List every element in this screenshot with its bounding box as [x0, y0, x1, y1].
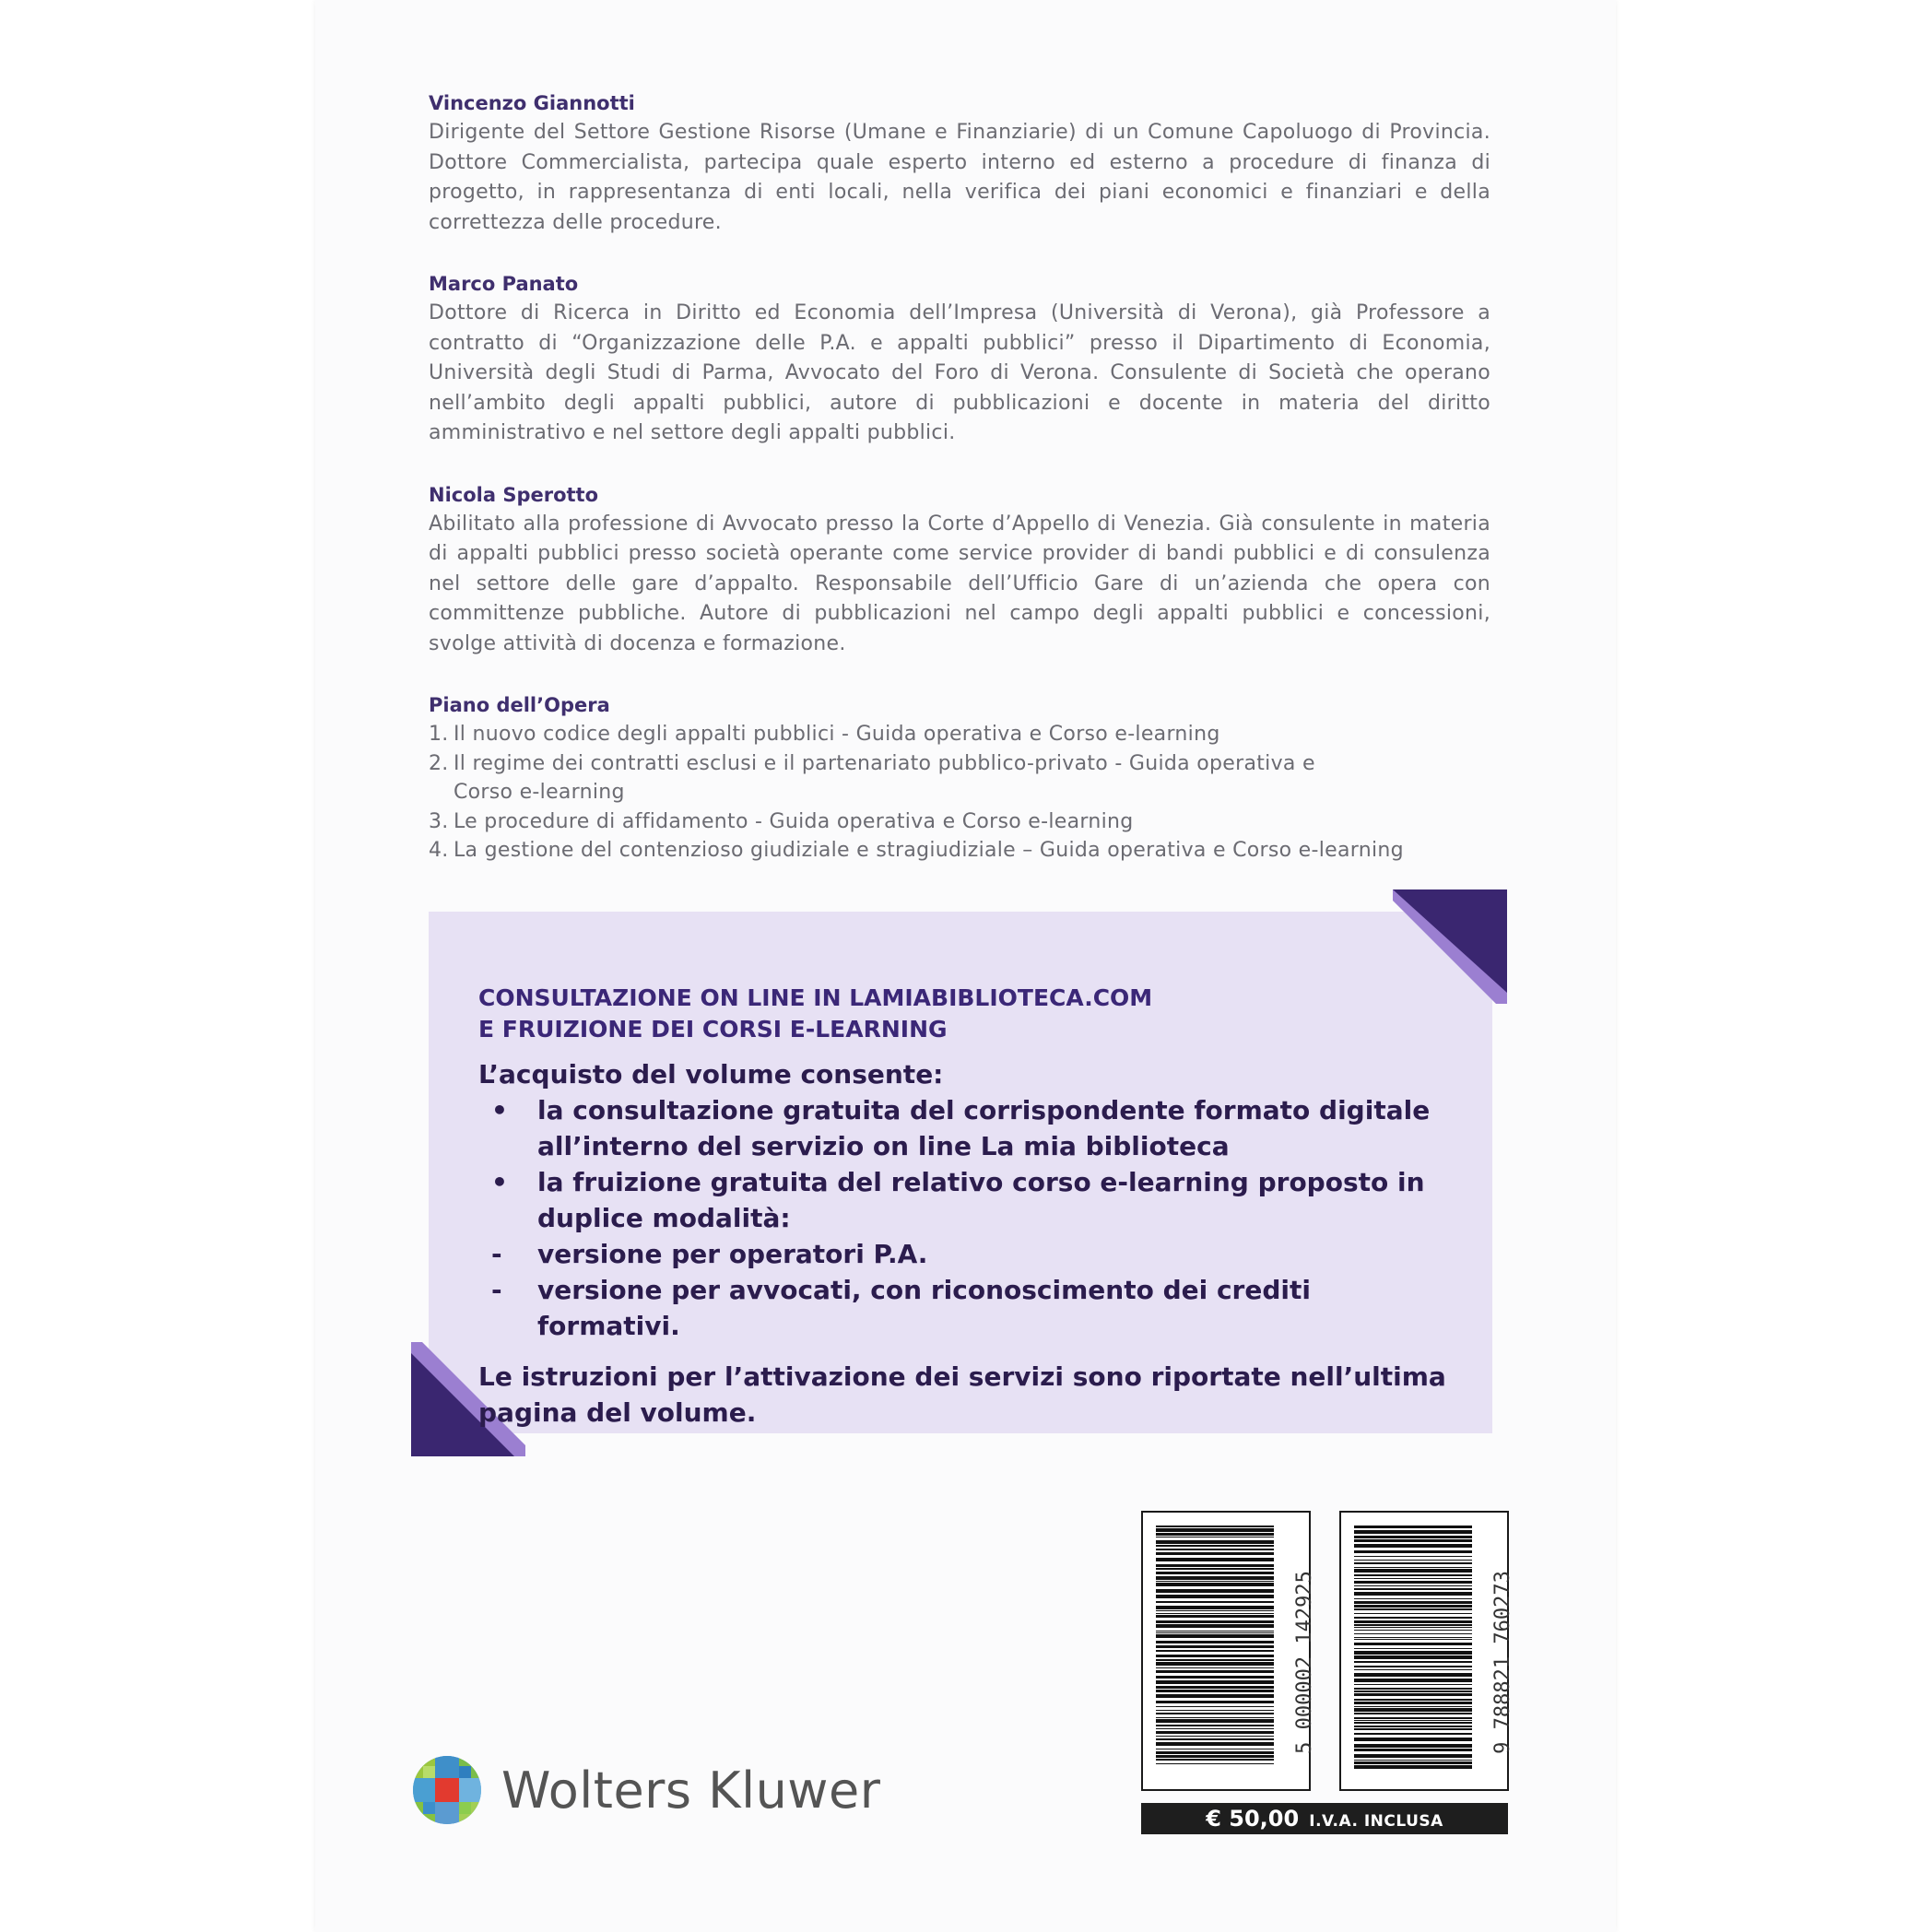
- publisher-logo: [411, 1754, 880, 1826]
- barcode-bar: [1156, 1540, 1274, 1544]
- barcode-bar: [1156, 1595, 1274, 1598]
- bullet-text: la fruizione gratuita del relativo corso e-learning proposto in duplice modalità:: [537, 1167, 1425, 1233]
- barcode-price-code: [1141, 1511, 1317, 1791]
- barcode-bar: [1354, 1684, 1472, 1685]
- barcode-bar: [1354, 1708, 1472, 1712]
- barcode-bar: [1354, 1598, 1472, 1599]
- bullet-mark: •: [491, 1167, 508, 1197]
- promo-bullet: [478, 1164, 1446, 1236]
- barcode-bar: [1354, 1581, 1472, 1584]
- barcode-bar: [1156, 1568, 1274, 1570]
- item-text: Il regime dei contratti esclusi e il partenariato pubblico-privato - Guida operativa e Corso e-learning: [454, 751, 1315, 804]
- promo-bullet: [478, 1236, 1446, 1272]
- bullet-mark: •: [491, 1095, 508, 1125]
- barcode-bar: [1354, 1605, 1472, 1608]
- barcode-bar: [1354, 1728, 1472, 1730]
- barcode-bar: [1156, 1728, 1274, 1729]
- barcode-bar: [1354, 1749, 1472, 1751]
- barcode-bar: [1156, 1576, 1274, 1580]
- barcode-bar: [1354, 1643, 1472, 1645]
- barcode-number: 5 000002 142925: [1293, 1571, 1317, 1754]
- barcode-bar: [1156, 1701, 1274, 1703]
- bullet-mark: -: [491, 1275, 502, 1305]
- barcode-number: 9 788821 760273: [1491, 1571, 1515, 1754]
- barcode-bar: [1354, 1578, 1472, 1579]
- barcode-bar: [1354, 1630, 1472, 1631]
- barcode-bar: [1354, 1526, 1472, 1528]
- barcode-bar: [1156, 1706, 1274, 1707]
- barcode-bar: [1156, 1686, 1274, 1689]
- barcode-bar: [1354, 1720, 1472, 1721]
- barcode-bar: [1354, 1562, 1472, 1564]
- barcode-bar: [1156, 1589, 1274, 1593]
- bullet-mark: -: [491, 1239, 502, 1269]
- barcode-bar: [1156, 1552, 1274, 1555]
- barcode-bar: [1354, 1560, 1472, 1561]
- barcode-bar: [1156, 1759, 1274, 1761]
- author-name: Marco Panato: [429, 273, 579, 295]
- publisher-name: Wolters Kluwer: [501, 1761, 881, 1820]
- barcode-bar: [1156, 1526, 1274, 1527]
- barcode-bar: [1354, 1679, 1472, 1682]
- barcode-bar: [1156, 1624, 1274, 1628]
- item-number: 4.: [429, 839, 449, 862]
- barcode-bar: [1156, 1731, 1274, 1734]
- author-bio: [429, 269, 1490, 449]
- work-plan-item: [429, 807, 1490, 837]
- barcode-bar: [1354, 1651, 1472, 1655]
- barcode-bar: [1354, 1620, 1472, 1623]
- promo-bullet: [478, 1272, 1446, 1344]
- item-text: Il nuovo codice degli appalti pubblici - Guida operativa e Corso e-learning: [454, 723, 1220, 746]
- barcode-bar: [1354, 1760, 1472, 1761]
- barcode-bar: [1354, 1539, 1472, 1542]
- barcode-bar: [1156, 1725, 1274, 1726]
- barcode-bar: [1156, 1583, 1274, 1586]
- barcode-bar: [1156, 1719, 1274, 1723]
- barcode-bar: [1354, 1722, 1472, 1724]
- item-text: La gestione del contenzioso giudiziale e stragiudiziale – Guida operativa e Corso e-learning: [454, 839, 1404, 862]
- barcode-bar: [1354, 1765, 1472, 1769]
- author-description: Abilitato alla professione di Avvocato presso la Corte d’Appello di Venezia. Già consulente in materia di appalti pubblici presso società operante come service provider di bandi pubblici e di consulenza nel settore delle gare d’appalto. Responsabile dell’Ufficio Gare di un’azienda che opera con committenze pubbliche. Autore di pubblicazioni nel campo degli appalti pubblici e concessioni, svolge attività di docenza e formazione.: [429, 512, 1490, 655]
- barcode-bar: [1156, 1558, 1274, 1561]
- promo-heading: [478, 983, 1446, 1045]
- promo-heading-line: E FRUIZIONE DEI CORSI E-LEARNING: [478, 1016, 948, 1043]
- barcode-bar: [1156, 1613, 1274, 1614]
- work-plan: [429, 690, 1490, 866]
- barcode-isbn: [1339, 1511, 1515, 1791]
- barcode-bar: [1156, 1676, 1274, 1679]
- barcode-bar: [1156, 1641, 1274, 1643]
- barcode-bar: [1354, 1574, 1472, 1576]
- wolters-kluwer-globe-icon: [411, 1754, 483, 1826]
- barcode-bar: [1156, 1690, 1274, 1692]
- item-number: 1.: [429, 723, 449, 746]
- barcode-bar: [1354, 1592, 1472, 1596]
- barcode-bar: [1354, 1673, 1472, 1677]
- barcode-bar: [1354, 1666, 1472, 1667]
- barcode-bar: [1354, 1567, 1472, 1568]
- work-plan-title: Piano dell’Opera: [429, 694, 610, 716]
- author-name: Vincenzo Giannotti: [429, 92, 635, 114]
- barcode-bar: [1156, 1615, 1274, 1618]
- barcode-bars: [1156, 1526, 1274, 1774]
- barcode-bar: [1354, 1530, 1472, 1534]
- barcode-bar: [1354, 1738, 1472, 1741]
- barcode-bar: [1156, 1763, 1274, 1764]
- promo-footer: Le istruzioni per l’attivazione dei servizi sono riportate nell’ultima pagina del volume.: [478, 1361, 1446, 1428]
- promo-body: [478, 1056, 1446, 1431]
- barcode-bar: [1354, 1544, 1472, 1548]
- barcode-bar: [1156, 1549, 1274, 1550]
- barcode-bar: [1354, 1648, 1472, 1649]
- barcode-bar: [1354, 1717, 1472, 1719]
- barcode-bar: [1156, 1694, 1274, 1698]
- work-plan-item: [429, 836, 1490, 866]
- barcode-bar: [1354, 1690, 1472, 1692]
- item-number: 3.: [429, 809, 449, 833]
- author-bio: [429, 480, 1490, 660]
- barcode-bar: [1156, 1620, 1274, 1623]
- barcode-bar: [1156, 1601, 1274, 1603]
- barcode-bar: [1354, 1693, 1472, 1696]
- promo-bullet: [478, 1092, 1446, 1164]
- barcode-bar: [1156, 1581, 1274, 1582]
- barcode-bar: [1354, 1585, 1472, 1586]
- barcode-bar: [1354, 1627, 1472, 1628]
- barcode-bar: [1156, 1710, 1274, 1711]
- work-plan-item: [429, 720, 1490, 749]
- barcode-bar: [1156, 1655, 1274, 1657]
- barcode-bar: [1354, 1556, 1472, 1557]
- work-plan-list: [429, 720, 1490, 866]
- barcode-bar: [1354, 1713, 1472, 1714]
- barcode-bar: [1156, 1755, 1274, 1758]
- barcode-bar: [1354, 1688, 1472, 1690]
- author-bios: [429, 88, 1490, 866]
- barcode-bar: [1156, 1662, 1274, 1666]
- price-suffix: I.V.A. INCLUSA: [1309, 1812, 1443, 1831]
- author-description: Dirigente del Settore Gestione Risorse (Umane e Finanziarie) di un Comune Capoluogo di Provincia. Dottore Commercialista, partecipa quale esperto interno ed esterno a procedure di finanza di progetto, in rappresentanza di enti locali, nella verifica dei piani economici e finanziari e della correttezza delle procedure.: [429, 121, 1490, 234]
- barcode-bar: [1156, 1533, 1274, 1536]
- barcode-bar: [1156, 1645, 1274, 1648]
- barcode-bar: [1354, 1706, 1472, 1707]
- barcode-bar: [1354, 1633, 1472, 1634]
- barcode-bar: [1156, 1632, 1274, 1633]
- barcode-bar: [1354, 1655, 1472, 1659]
- promo-heading-line: CONSULTAZIONE ON LINE IN LAMIABIBLIOTECA.COM: [478, 984, 1153, 1011]
- barcode-bar: [1156, 1713, 1274, 1714]
- barcode-bar: [1354, 1761, 1472, 1764]
- barcode-bar: [1354, 1624, 1472, 1626]
- barcode-bar: [1354, 1613, 1472, 1614]
- item-number: 2.: [429, 751, 449, 775]
- barcode-bar: [1354, 1608, 1472, 1610]
- barcode-bar: [1354, 1588, 1472, 1590]
- promo-content: [478, 983, 1446, 1431]
- bullet-text: la consultazione gratuita del corrispondente formato digitale all’interno del servizio on line La mia biblioteca: [537, 1095, 1431, 1161]
- price-label: [1141, 1803, 1508, 1834]
- barcode-bar: [1354, 1637, 1472, 1638]
- barcode-bar: [1156, 1670, 1274, 1673]
- bullet-text: versione per operatori P.A.: [537, 1239, 928, 1269]
- barcode-bar: [1156, 1528, 1274, 1532]
- work-plan-item: [429, 749, 1490, 807]
- barcode-bar: [1156, 1631, 1274, 1632]
- barcode-bar: [1156, 1650, 1274, 1652]
- barcode-bars: [1354, 1526, 1472, 1774]
- barcode-bar: [1354, 1702, 1472, 1704]
- barcode-bar: [1156, 1742, 1274, 1746]
- barcode-bar: [1354, 1536, 1472, 1538]
- barcode-bar: [1156, 1545, 1274, 1547]
- barcode-bar: [1354, 1733, 1472, 1735]
- barcode-bar: [1156, 1667, 1274, 1668]
- author-description: Dottore di Ricerca in Diritto ed Economia dell’Impresa (Università di Verona), già Professore a contratto di “Organizzazione delle P.A. e appalti pubblici” presso il Dipartimento di Economia, Università degli Studi di Parma, Avvocato del Foro di Verona. Consulente di Società che operano nell’ambito degli appalti pubblici, autore di pubblicazioni e docente in materia del diritto amministrativo e nel settore degli appalti pubblici.: [429, 301, 1490, 444]
- barcode-bar: [1156, 1564, 1274, 1567]
- bullet-text: versione per avvocati, con riconoscimento dei crediti formativi.: [537, 1275, 1311, 1341]
- promo-intro: L’acquisto del volume consente:: [478, 1059, 944, 1090]
- barcode-bar: [1354, 1569, 1472, 1573]
- barcode-bar: [1354, 1550, 1472, 1553]
- barcode-bar: [1156, 1572, 1274, 1574]
- barcode-bar: [1354, 1601, 1472, 1604]
- barcode-bar: [1354, 1617, 1472, 1619]
- barcode-bar: [1354, 1661, 1472, 1663]
- barcode-bar: [1156, 1634, 1274, 1638]
- barcode-bar: [1156, 1736, 1274, 1737]
- barcode-bar: [1156, 1606, 1274, 1609]
- price-amount: € 50,00: [1206, 1806, 1300, 1832]
- barcode-bar: [1156, 1717, 1274, 1718]
- author-bio: [429, 88, 1490, 238]
- barcode-bar: [1354, 1639, 1472, 1640]
- barcode-bar: [1156, 1659, 1274, 1661]
- barcode-bar: [1354, 1726, 1472, 1727]
- barcode-bar: [1156, 1680, 1274, 1684]
- barcode-bar: [1156, 1738, 1274, 1740]
- barcode-bar: [1156, 1751, 1274, 1754]
- barcode-bar: [1354, 1744, 1472, 1748]
- author-name: Nicola Sperotto: [429, 483, 599, 506]
- item-text: Le procedure di affidamento - Guida operativa e Corso e-learning: [454, 809, 1134, 833]
- barcode-bar: [1354, 1754, 1472, 1758]
- barcode-bar: [1156, 1610, 1274, 1611]
- barcode-bar: [1354, 1699, 1472, 1701]
- barcode-bar: [1354, 1669, 1472, 1670]
